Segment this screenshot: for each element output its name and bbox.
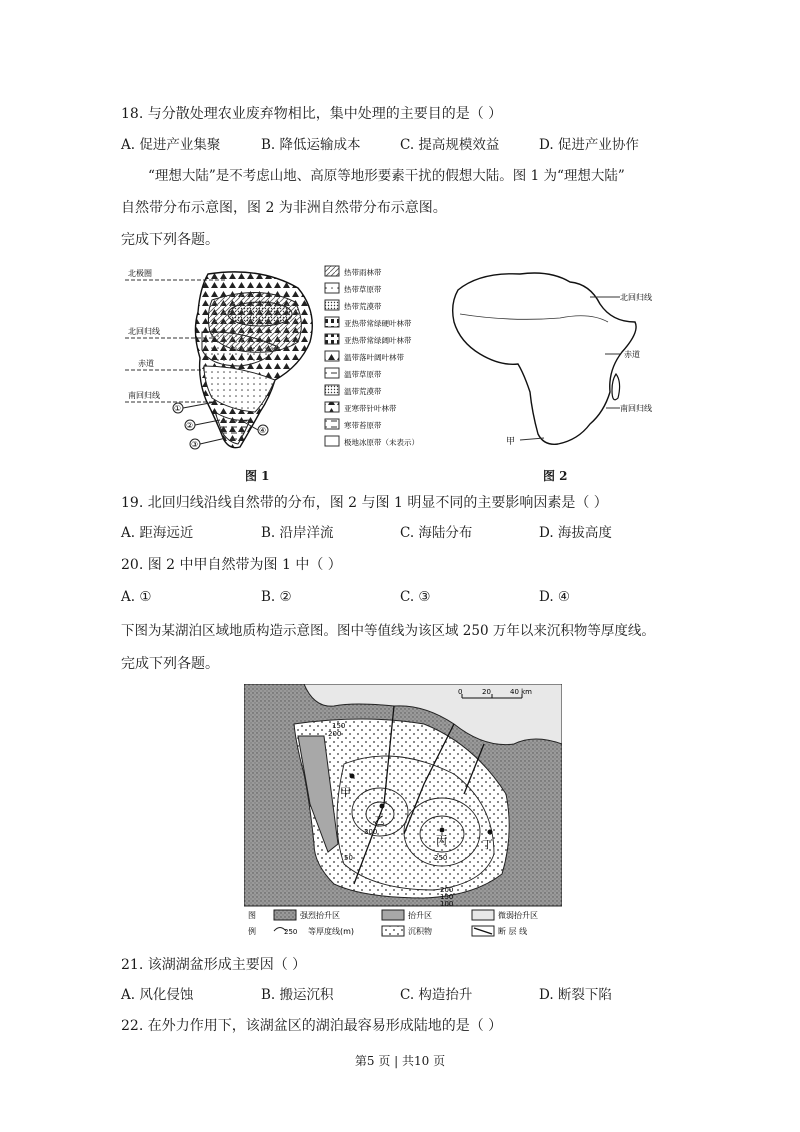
q20-stem: 20. 图 2 中甲自然带为图 1 中（ ） xyxy=(121,557,342,573)
figure2-africa-map xyxy=(440,262,680,462)
label-equator-2: 赤道 xyxy=(624,350,640,359)
q19-option-a: A. 距海远近 xyxy=(121,525,194,541)
marker-2: ② xyxy=(186,421,194,430)
marker-3: ③ xyxy=(191,440,199,449)
point-jia-africa: 甲 xyxy=(506,437,516,447)
legend-item-1: 热带雨林带 xyxy=(344,268,382,277)
label-equator-1: 赤道 xyxy=(138,359,154,368)
intro1-instruction: 完成下列各题。 xyxy=(121,232,219,248)
q19-option-c: C. 海陆分布 xyxy=(400,525,473,541)
point-bing: 丙 xyxy=(436,834,447,847)
legend-contour-sample: 250 xyxy=(284,928,298,936)
q20-option-d: D. ④ xyxy=(539,589,571,605)
q18-stem: 18. 与分散处理农业废弃物相比，集中处理的主要目的是（ ） xyxy=(121,106,503,122)
intro2-line1: 下图为某湖泊区域地质构造示意图。图中等值线为该区域 250 万年以来沉积物等厚度线。 xyxy=(121,623,655,639)
legend-title-1: 图 xyxy=(248,911,256,920)
q18-option-c: C. 提高规模效益 xyxy=(400,137,500,153)
legend-item-7: 温带草原带 xyxy=(344,370,382,379)
legend-item-3: 热带荒漠带 xyxy=(344,302,382,311)
legend-uplift: 抬升区 xyxy=(408,911,432,920)
scale-40km: 40 km xyxy=(510,688,533,696)
q21-option-a: A. 风化侵蚀 xyxy=(121,987,194,1003)
figure1-caption: 图 1 xyxy=(245,469,270,483)
q18-option-a: A. 促进产业集聚 xyxy=(121,137,221,153)
contour-label-2: 200 xyxy=(328,730,342,738)
label-tropic-capricorn-1: 南回归线 xyxy=(128,391,160,400)
legend-item-2: 热带草原带 xyxy=(344,285,382,294)
contour-label-4: 300 xyxy=(364,828,378,836)
label-tropic-cancer-2: 北回归线 xyxy=(620,293,652,302)
intro2-instruction: 完成下列各题。 xyxy=(121,656,219,672)
q19-option-d: D. 海拔高度 xyxy=(539,525,612,541)
label-tropic-cancer-1: 北回归线 xyxy=(128,327,160,336)
legend-item-9: 亚寒带针叶林带 xyxy=(344,404,397,413)
point-ding: 丁 xyxy=(482,838,493,851)
q21-option-d: D. 断裂下陷 xyxy=(539,987,612,1003)
legend-fault: 断 层 线 xyxy=(498,927,528,936)
label-tropic-capricorn-2: 南回归线 xyxy=(620,404,652,413)
contour-label-7: 100 xyxy=(440,900,454,908)
q19-option-b: B. 沿岸洋流 xyxy=(261,525,334,541)
legend-title-2: 例 xyxy=(248,927,256,936)
legend-strong-uplift: 强烈抬升区 xyxy=(300,911,340,920)
point-yi: 乙 xyxy=(374,814,385,827)
q20-option-c: C. ③ xyxy=(400,589,431,605)
legend-weak-uplift: 微弱抬升区 xyxy=(498,911,538,920)
q19-stem: 19. 北回归线沿线自然带的分布，图 2 与图 1 明显不同的主要影响因素是（ ） xyxy=(121,495,608,511)
q21-stem: 21. 该湖湖盆形成主要因（ ） xyxy=(121,957,307,973)
contour-label-3: 250 xyxy=(434,854,448,862)
legend-item-8: 温带荒漠带 xyxy=(344,387,382,396)
contour-label-8: 50 xyxy=(344,854,353,862)
q22-stem: 22. 在外力作用下，该湖盆区的湖泊最容易形成陆地的是（ ） xyxy=(121,1018,503,1034)
figure1-ideal-continent xyxy=(120,262,450,462)
legend-item-11: 极地冰原带（未表示） xyxy=(344,438,419,447)
marker-4: ④ xyxy=(259,426,267,435)
legend-contour: 等厚度线(m) xyxy=(308,927,355,936)
contour-label-1: 150 xyxy=(332,722,346,730)
legend-item-6: 温带落叶阔叶林带 xyxy=(344,353,404,362)
figure3-legend xyxy=(248,910,538,936)
marker-1: ① xyxy=(174,404,182,413)
legend-item-10: 寒带苔原带 xyxy=(344,421,382,430)
legend-item-4: 亚热带常绿硬叶林带 xyxy=(344,319,412,328)
figure1-legend xyxy=(325,266,419,447)
figure3-lake-geology xyxy=(244,684,562,940)
q20-option-a: A. ① xyxy=(121,589,152,605)
contour-label-6: 150 xyxy=(440,893,454,901)
contour-label-5: 200 xyxy=(440,886,454,894)
figure2-caption: 图 2 xyxy=(543,469,568,483)
intro1-line2: 自然带分布示意图，图 2 为非洲自然带分布示意图。 xyxy=(121,200,447,216)
intro1-line1: “理想大陆”是不考虑山地、高原等地形要素干扰的假想大陆。图 1 为“理想大陆” xyxy=(148,168,625,184)
q20-option-b: B. ② xyxy=(261,589,292,605)
label-arctic-circle: 北极圈 xyxy=(128,269,152,278)
africa-outline xyxy=(453,273,636,444)
q18-option-b: B. 降低运输成本 xyxy=(261,137,361,153)
legend-item-5: 亚热带常绿阔叶林带 xyxy=(344,336,412,345)
legend-sediment: 沉积物 xyxy=(408,927,432,936)
point-jia: 甲 xyxy=(340,786,351,799)
madagascar xyxy=(612,374,620,400)
q21-option-c: C. 构造抬升 xyxy=(400,987,473,1003)
page-footer: 第5 页 | 共10 页 xyxy=(354,1054,446,1068)
q18-option-d: D. 促进产业协作 xyxy=(539,137,639,153)
scale-20: 20 xyxy=(482,688,491,696)
q21-option-b: B. 搬运沉积 xyxy=(261,987,334,1003)
scale-0: 0 xyxy=(458,688,463,696)
